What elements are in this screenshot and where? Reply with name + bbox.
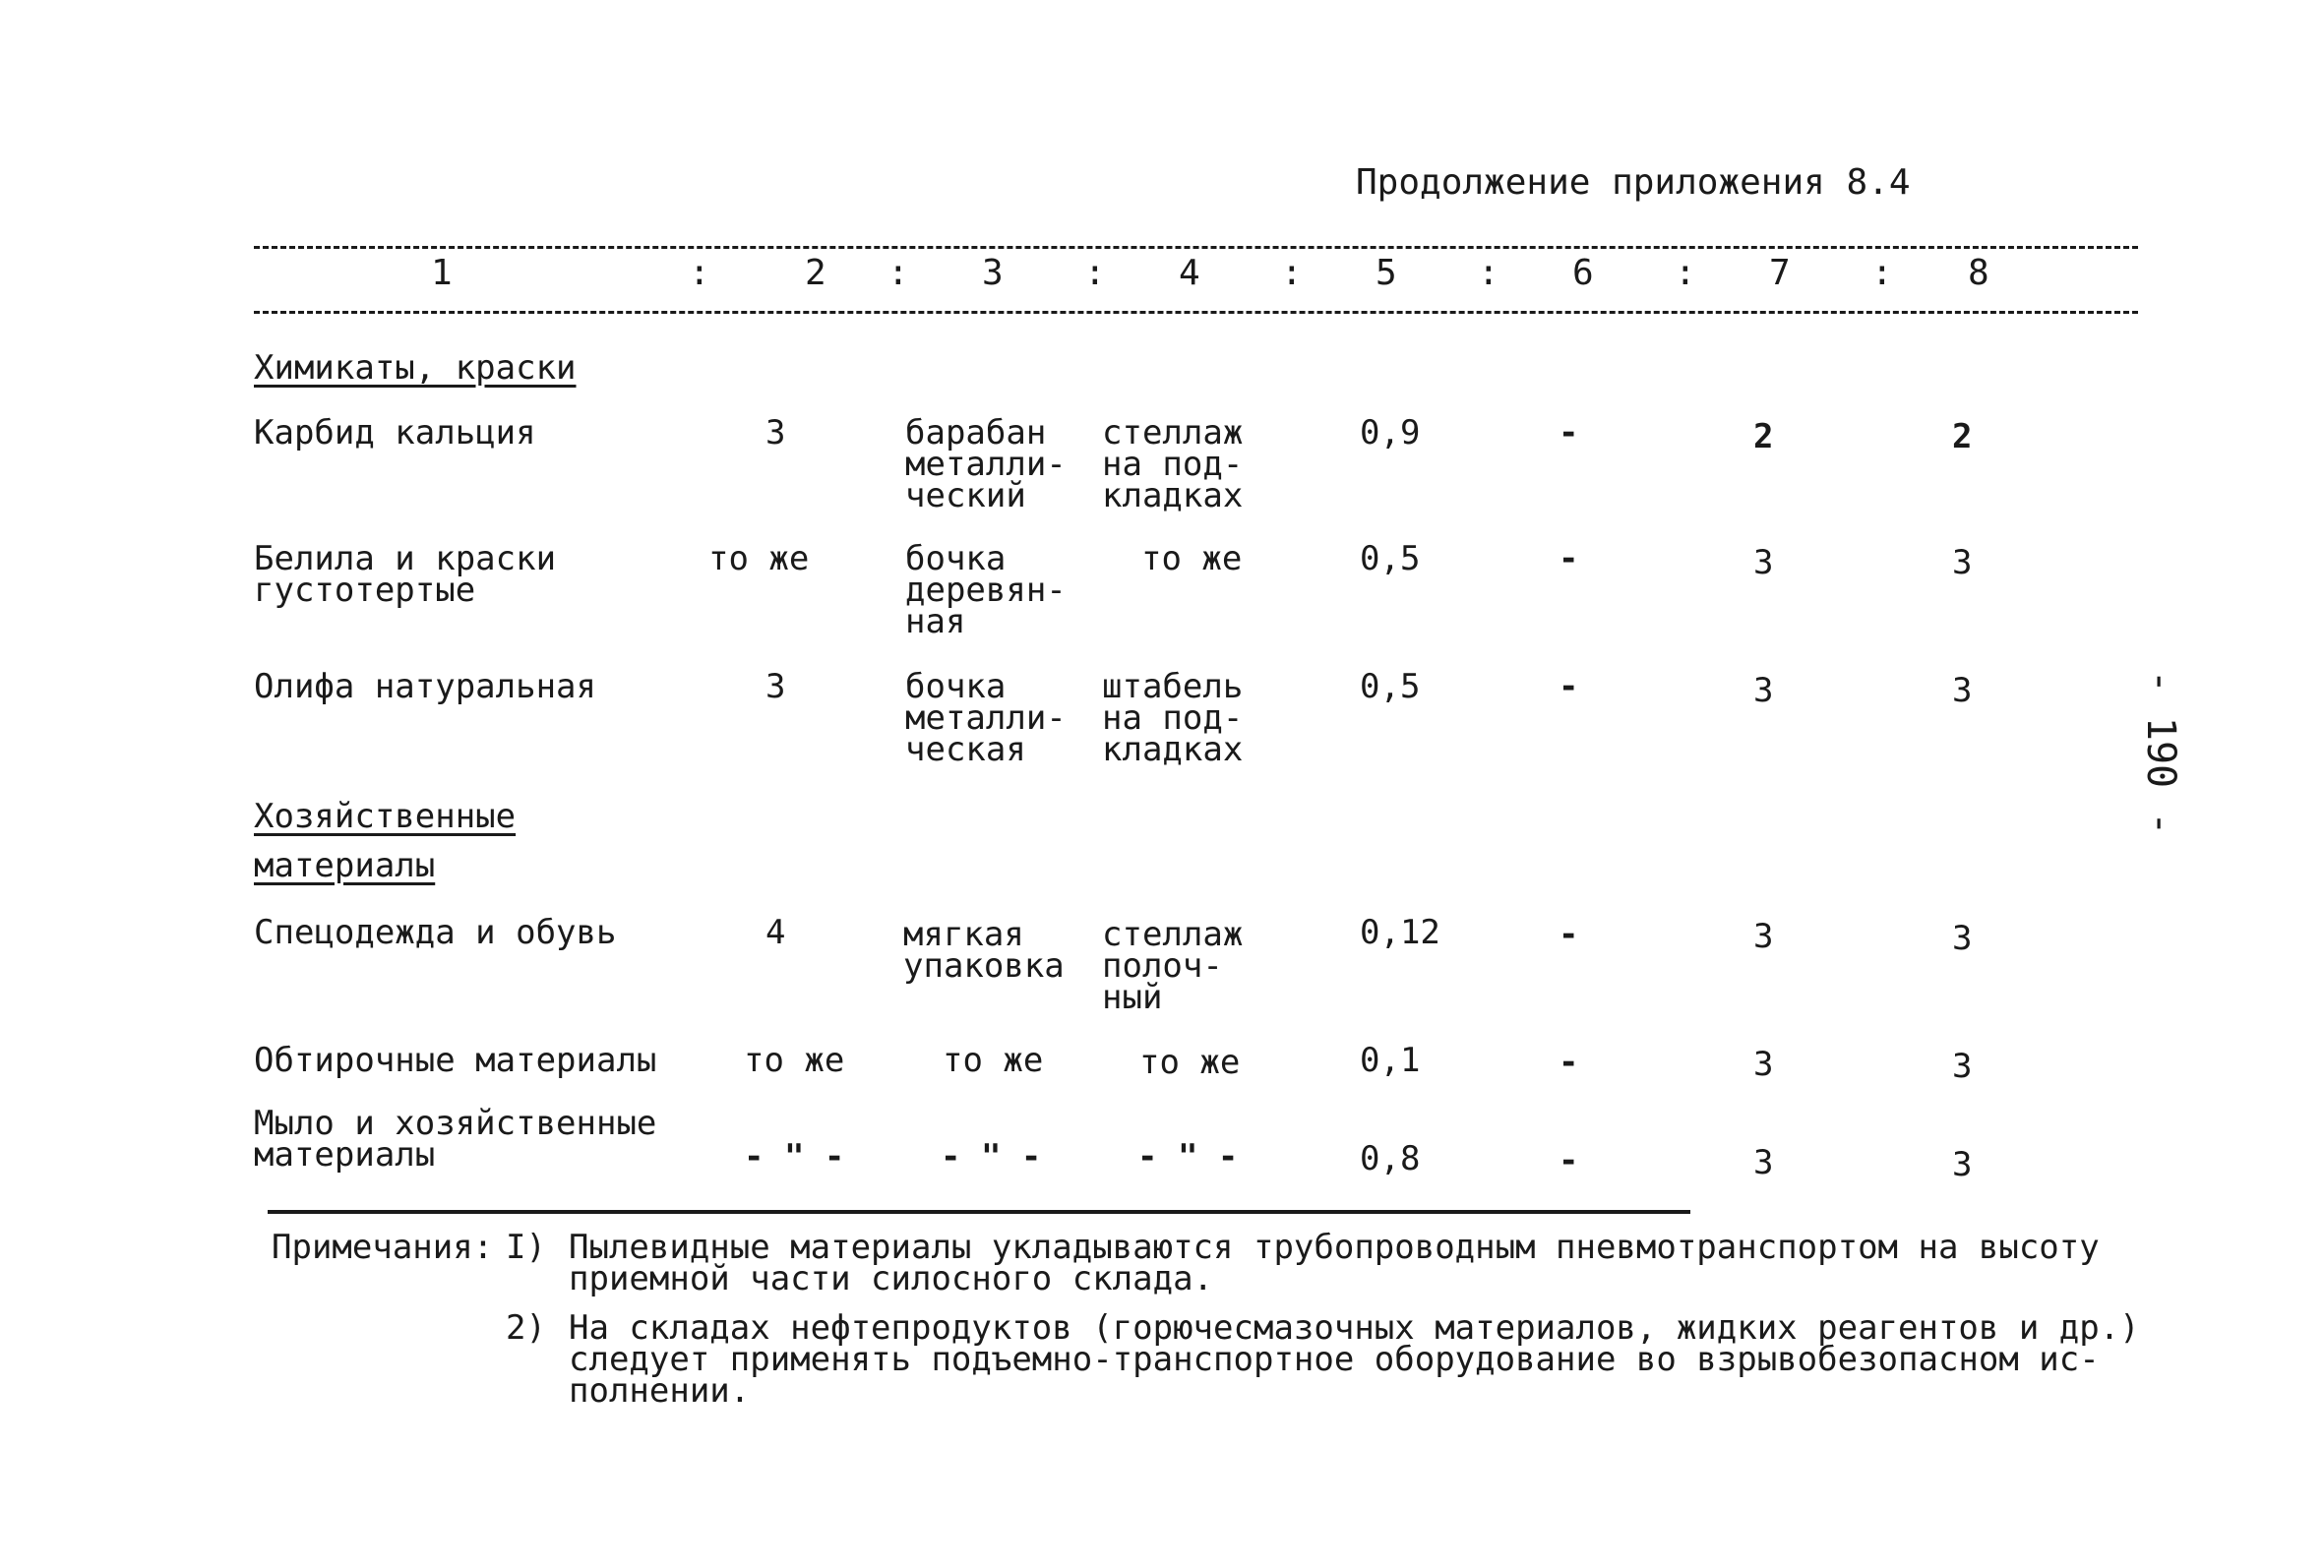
note-number: 2) [506, 1308, 546, 1348]
row-name: Обтирочные материалы [254, 1041, 657, 1080]
cell-col2: - " - [744, 1137, 845, 1176]
cell-col7: 3 [1753, 1045, 1774, 1084]
note-text: На складах нефтепродуктов (горючесмазочных материалов, жидких реагентов и др.) следует применять подъемно-транспортное оборудование во взрывобезопасном ис- полнении. [569, 1308, 2140, 1411]
column-separator: : [1675, 253, 1696, 293]
cell-col3: то же [943, 1041, 1044, 1080]
cell-col8: 3 [1952, 543, 1973, 582]
cell-col4: то же [1141, 539, 1243, 578]
cell-col3: мягкая упаковка [903, 915, 1065, 986]
cell-col4: стеллаж полоч- ный [1102, 915, 1244, 1017]
cell-col4: то же [1139, 1043, 1241, 1082]
column-header-7: 7 [1769, 253, 1791, 293]
row-name: Олифа натуральная [254, 667, 596, 706]
note-text: Пылевидные материалы укладываются трубопроводным пневмотранспортом на высоту приемной части силосного склада. [569, 1228, 2100, 1298]
cell-col5: 0,1 [1360, 1041, 1421, 1080]
row-name: Белила и краски густотертые [254, 539, 557, 610]
column-separator: : [1281, 253, 1303, 293]
cell-col7: 3 [1753, 543, 1774, 582]
page-number: - 190 - [2138, 669, 2183, 836]
cell-col6: - [1559, 413, 1579, 452]
column-separator: : [1084, 253, 1106, 293]
column-header-2: 2 [805, 253, 826, 293]
cell-col6: - [1559, 1141, 1579, 1180]
row-name: Карбид кальция [254, 413, 536, 452]
cell-col2: 3 [765, 413, 786, 452]
cell-col8: 3 [1952, 1145, 1973, 1184]
table-bottom-rule [268, 1210, 1690, 1214]
column-header-8: 8 [1968, 253, 1989, 293]
cell-col3: бочка деревян- ная [905, 539, 1067, 641]
column-separator: : [887, 253, 909, 293]
cell-col7: 2 [1753, 417, 1774, 456]
cell-col7: 3 [1753, 917, 1774, 956]
row-name: Мыло и хозяйственные материалы [254, 1104, 657, 1175]
cell-col5: 0,12 [1360, 913, 1440, 952]
section-title: материалы [254, 846, 436, 885]
cell-col5: 0,9 [1360, 413, 1421, 452]
column-header-4: 4 [1179, 253, 1200, 293]
header-bottom-rule [254, 311, 2138, 314]
cell-col6: - [1559, 667, 1579, 706]
header-top-rule [254, 246, 2138, 249]
cell-col5: 0,8 [1360, 1139, 1421, 1178]
cell-col3: бочка металли- ческая [905, 667, 1067, 769]
cell-col8: 3 [1952, 919, 1973, 958]
row-name: Спецодежда и обувь [254, 913, 617, 952]
cell-col2: 4 [765, 913, 786, 952]
cell-col6: - [1559, 1043, 1579, 1082]
cell-col4: стеллаж на под- кладках [1102, 413, 1244, 515]
cell-col4: штабель на под- кладках [1102, 667, 1244, 769]
cell-col4: - " - [1137, 1137, 1239, 1176]
column-header-5: 5 [1376, 253, 1397, 293]
cell-col2: 3 [765, 667, 786, 706]
column-header-6: 6 [1572, 253, 1594, 293]
note-number: I) [506, 1228, 546, 1267]
cell-col5: 0,5 [1360, 667, 1421, 706]
column-header-3: 3 [982, 253, 1004, 293]
cell-col8: 2 [1952, 417, 1973, 456]
cell-col2: то же [708, 539, 810, 578]
page-header: Продолжение приложения 8.4 [1356, 162, 1911, 203]
column-separator: : [1871, 253, 1893, 293]
cell-col5: 0,5 [1360, 539, 1421, 578]
cell-col6: - [1559, 915, 1579, 954]
section-title: Химикаты, краски [254, 348, 577, 388]
column-header-1: 1 [431, 253, 453, 293]
cell-col8: 3 [1952, 671, 1973, 710]
column-separator: : [689, 253, 710, 293]
section-title: Хозяйственные [254, 797, 517, 836]
cell-col7: 3 [1753, 1143, 1774, 1182]
column-separator: : [1478, 253, 1499, 293]
cell-col3: барабан металли- ческий [905, 413, 1067, 515]
cell-col6: - [1559, 539, 1579, 578]
cell-col8: 3 [1952, 1047, 1973, 1086]
notes-label: Примечания: [272, 1228, 494, 1267]
cell-col7: 3 [1753, 671, 1774, 710]
cell-col3: - " - [941, 1137, 1042, 1176]
cell-col2: то же [744, 1041, 845, 1080]
